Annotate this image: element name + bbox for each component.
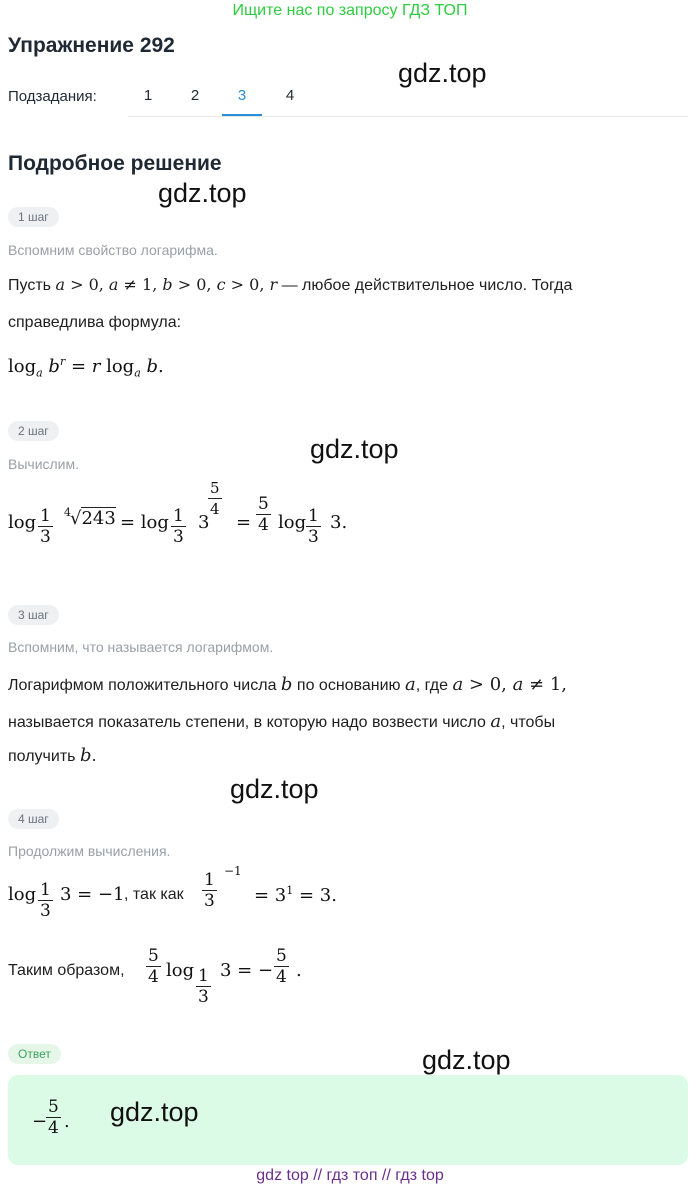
watermark: gdz.top <box>158 178 247 208</box>
step-badge: 1 шаг <box>8 207 59 227</box>
footer-links[interactable]: gdz top // гдз топ // гдз top <box>256 1167 444 1184</box>
watermark: gdz.top <box>110 1097 199 1127</box>
subtasks-label: Подзадания: <box>8 88 97 105</box>
step-badge: 3 шаг <box>8 605 59 625</box>
conclusion: Таким образом, $\frac{5}{4}$ log $\frac{1}{3}$ 3 = − $\frac{5}{4}$ . <box>8 946 302 1007</box>
watermark: gdz.top <box>310 434 399 464</box>
tab-3[interactable]: 3 <box>222 80 262 116</box>
tab-1[interactable]: 1 <box>143 87 153 104</box>
step-hint: Продолжим вычисления. <box>8 843 171 859</box>
answer-box: − $\frac{5}{4}$ . gdz.top <box>8 1075 688 1165</box>
definition-line: называется показатель степени, в которую надо возвести число a, чтобы <box>8 711 556 732</box>
step-badge: 2 шаг <box>8 421 59 441</box>
step-hint: Вычислим. <box>8 456 80 472</box>
step-text: справедлива формула: <box>8 314 182 331</box>
watermark: gdz.top <box>422 1045 511 1075</box>
tab-2[interactable]: 2 <box>190 87 200 104</box>
definition-line: получить b. <box>8 745 97 766</box>
calculation: log $\frac{1}{3}$ 3 = −1 , так как $\frac{1}{3}$ −1 = $3^1 = 3$. <box>8 864 337 921</box>
definition-line: Логарифмом положительного числа b по основанию a, где a > 0, a ≠ 1, <box>8 674 568 695</box>
answer-badge: Ответ <box>8 1044 61 1064</box>
step-text: Пусть a > 0, a ≠ 1, b > 0, c > 0, r — любое действительное число. Тогда <box>8 275 573 294</box>
step-badge: 4 шаг <box>8 809 59 829</box>
watermark: gdz.top <box>230 774 319 804</box>
top-banner: Ищите нас по запросу ГДЗ ТОП <box>232 2 468 19</box>
formula: $\log_a b^r = r$ $\log_a b$. <box>8 355 164 380</box>
solution-title: Подробное решение <box>8 152 222 175</box>
step-hint: Вспомним, что называется логарифмом. <box>8 639 274 655</box>
tab-4[interactable]: 4 <box>285 87 295 104</box>
step-hint: Вспомним свойство логарифма. <box>8 242 218 258</box>
watermark: gdz.top <box>398 58 487 88</box>
exercise-title: Упражнение 292 <box>8 34 175 57</box>
